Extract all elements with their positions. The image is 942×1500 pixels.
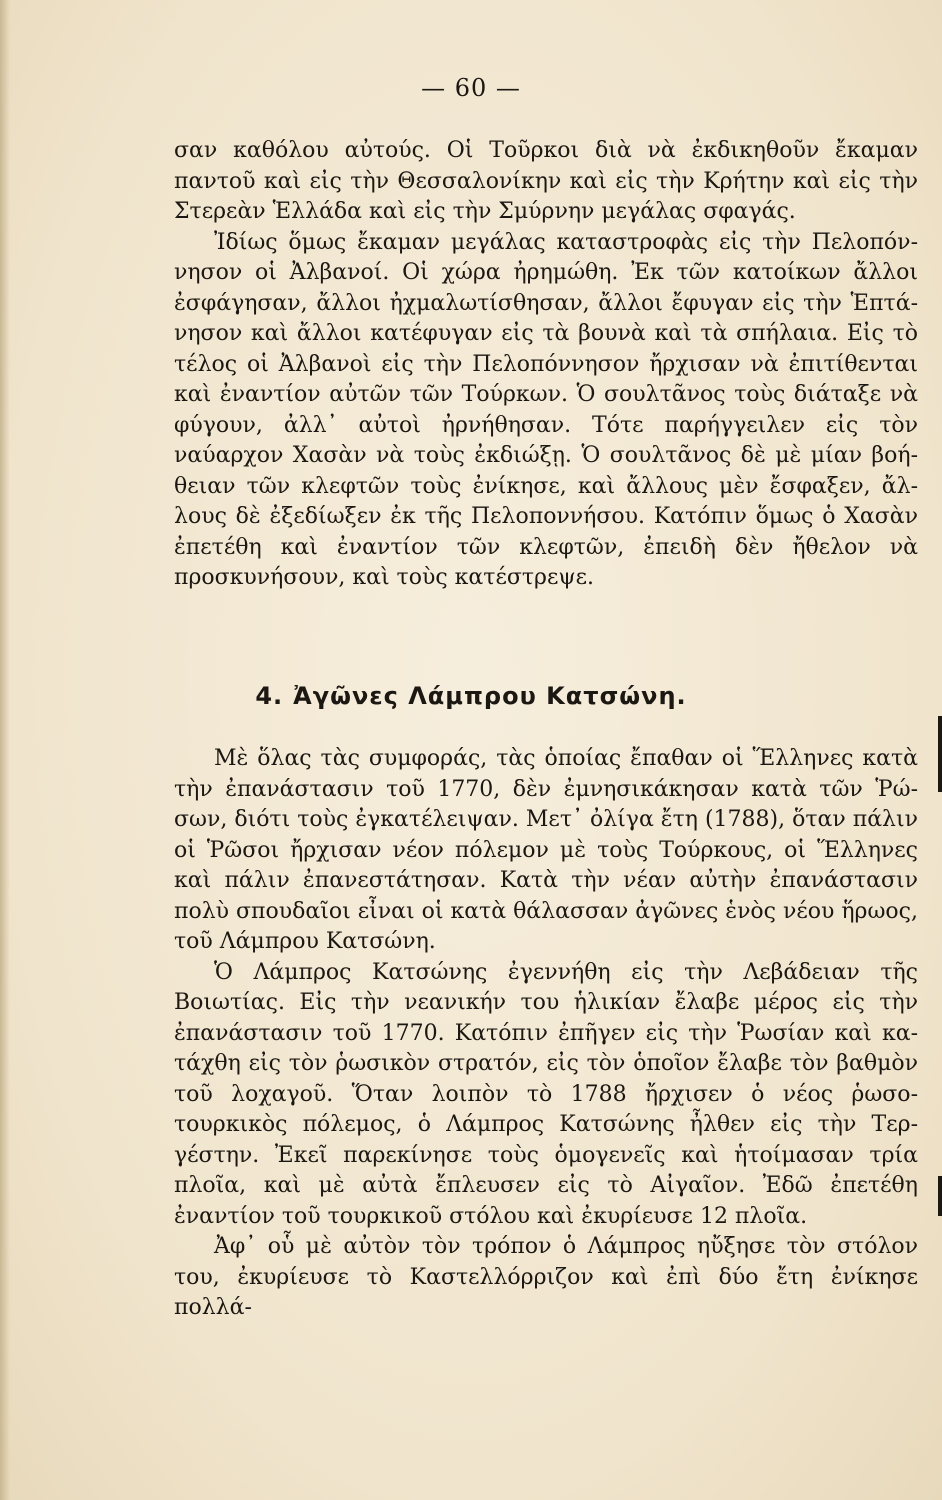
text-block-top xyxy=(174,136,918,594)
section-title: Ἀγῶνες Λάμπρου Κατσώνη. xyxy=(293,682,687,710)
section-heading xyxy=(0,682,942,710)
page-spine-shadow xyxy=(0,0,10,1500)
text-block-bottom xyxy=(174,744,918,1324)
edge-mark xyxy=(938,716,942,792)
section-number: 4. xyxy=(255,682,284,710)
paragraph: Ἀφ᾽ οὗ μὲ αὐτὸν τὸν τρόπον ὁ Λάμπρος ηὔξησε τὸν στόλον του, ἐκυρίευσε τὸ Καστελλόρριζον καὶ ἐπὶ δύο ἔτη ἐνίκησε πολλά- xyxy=(174,1234,918,1320)
paragraph: Μὲ ὅλας τὰς συμφοράς, τὰς ὁποίας ἔπαθαν οἱ Ἕλληνες κατὰ τὴν ἐπανάστασιν τοῦ 1770, δὲν ἐμνησικάκησαν κατὰ τῶν Ῥώσων, διότι τοὺς ἐγκατέλειψαν. Μετ᾽ ὀλίγα ἔτη (1788), ὅταν πάλιν οἱ Ῥῶσοι ἤρχισαν νέον πόλεμον μὲ τοὺς Τούρκους, οἱ Ἕλληνες καὶ πάλιν ἐπανεστάτησαν. Κατὰ τὴν νέαν αὐτὴν ἐπανάστασιν πολὺ σπουδαῖοι εἶναι οἱ κατὰ θάλασσαν ἀγῶνες ἑνὸς νέου ἥρωος, τοῦ Λάμπρου Κατσώνη. xyxy=(174,746,918,954)
paragraph: Ἰδίως ὅμως ἔκαμαν μεγάλας καταστροφὰς εἰς τὴν Πελοπόννησον οἱ Ἀλβανοί. Οἱ χώρα ἠρημώθη. Ἐκ τῶν κατοίκων ἄλλοι ἐσφάγησαν, ἄλλοι ἠχμαλωτίσθησαν, ἄλλοι ἔφυγαν εἰς τὴν Ἑπτάνησον καὶ ἄλλοι κατέφυγαν εἰς τὰ βουνὰ καὶ τὰ σπήλαια. Εἰς τὸ τέλος οἱ Ἀλβανοὶ εἰς τὴν Πελοπόννησον ἤρχισαν νὰ ἐπιτίθενται καὶ ἐναντίον αὐτῶν τῶν Τούρκων. Ὁ σουλτᾶνος τοὺς διάταξε νὰ φύγουν, ἀλλ᾽ αὐτοὶ ἠρνήθησαν. Τότε παρήγγειλεν εἰς τὸν ναύαρχον Χασὰν νὰ τοὺς ἐκδιώξῃ. Ὁ σουλτᾶνος δὲ μὲ μίαν βοήθειαν τῶν κλεφτῶν τοὺς ἐνίκησε, καὶ ἄλλους μὲν ἔσφαξεν, ἄλλους δὲ ἐξεδίωξεν ἐκ τῆς Πελοποννήσου. Κατόπιν ὅμως ὁ Χασὰν ἐπετέθη καὶ ἐναντίον τῶν κλεφτῶν, ἐπειδὴ δὲν ἤθελον νὰ προσκυνήσουν, καὶ τοὺς κατέστρεψε. xyxy=(174,229,918,590)
edge-mark xyxy=(938,1176,942,1216)
paragraph: σαν καθόλου αὐτούς. Οἱ Τοῦρκοι διὰ νὰ ἐκδικηθοῦν ἔκαμαν παντοῦ καὶ εἰς τὴν Θεσσαλονίκην καὶ εἰς τὴν Κρήτην καὶ εἰς τὴν Στερεὰν Ἑλλάδα καὶ εἰς τὴν Σμύρνην μεγάλας σφαγάς. xyxy=(174,138,918,224)
page-number: — 60 — xyxy=(421,74,521,102)
paragraph: Ὁ Λάμπρος Κατσώνης ἐγεννήθη εἰς τὴν Λεβάδειαν τῆς Βοιωτίας. Εἰς τὴν νεανικήν του ἡλικίαν ἔλαβε μέρος εἰς τὴν ἐπανάστασιν τοῦ 1770. Κατόπιν ἐπῆγεν εἰς τὴν Ῥωσίαν καὶ κατάχθη εἰς τὸν ῥωσικὸν στρατόν, εἰς τὸν ὁποῖον ἔλαβε τὸν βαθμὸν τοῦ λοχαγοῦ. Ὅταν λοιπὸν τὸ 1788 ἤρχισεν ὁ νέος ῥωσοτουρκικὸς πόλεμος, ὁ Λάμπρος Κατσώνης ἦλθεν εἰς τὴν Τεργέστην. Ἐκεῖ παρεκίνησε τοὺς ὁμογενεῖς καὶ ἡτοίμασαν τρία πλοῖα, καὶ μὲ αὐτὰ ἔπλευσεν εἰς τὸ Αἰγαῖον. Ἐδῶ ἐπετέθη ἐναντίον τοῦ τουρκικοῦ στόλου καὶ ἐκυρίευσε 12 πλοῖα. xyxy=(174,959,918,1229)
